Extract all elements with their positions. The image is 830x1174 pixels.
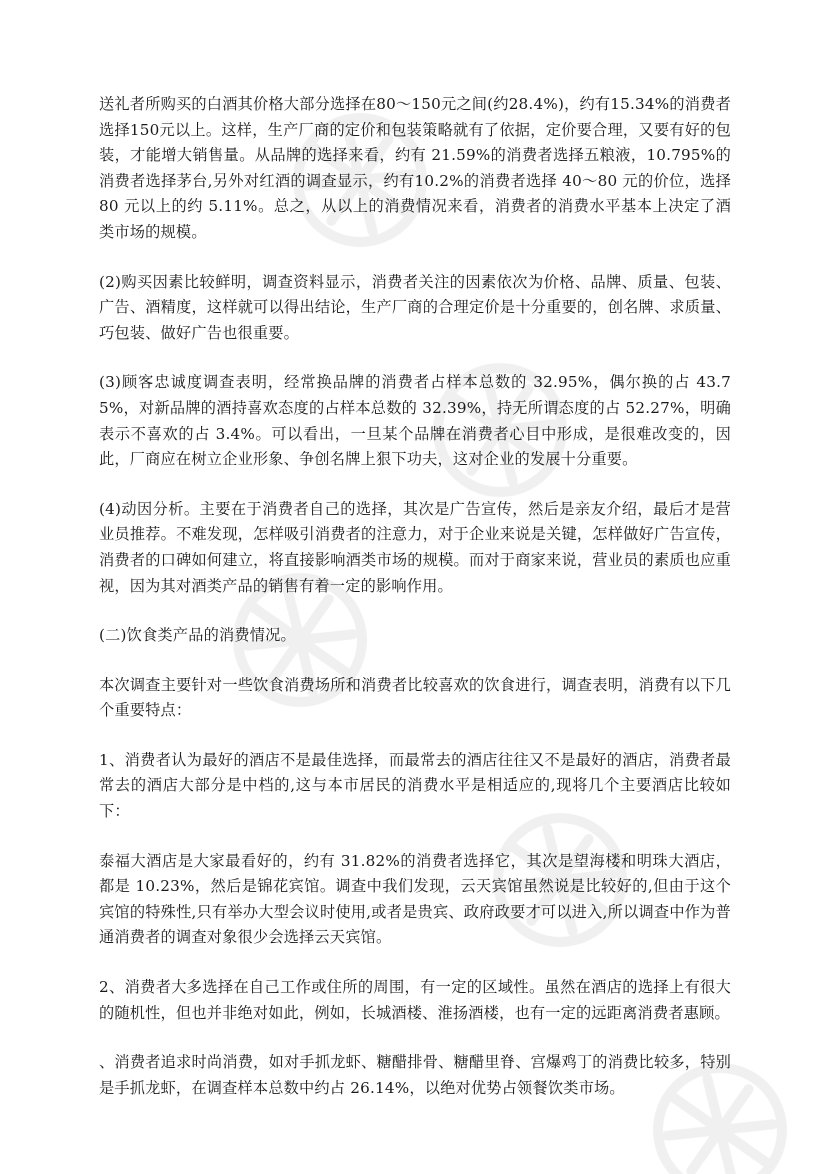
paragraph-point-2: 2、消费者大多选择在自己工作或住所的周围，有一定的区域性。虽然在酒店的选择上有很大的随机性，但也并非绝对如此，例如，长城酒楼、淮扬酒楼，也有一定的远距离消费者惠顾。 bbox=[99, 978, 731, 1022]
section-heading-food-consumption: (二)饮食类产品的消费情况。 bbox=[99, 626, 296, 645]
paragraph-customer-loyalty: (3)顾客忠诚度调查表明，经常换品牌的消费者占样本总数的 32.95%，偶尔换的占 43.75%，对新品牌的酒持喜欢态度的占样本总数的 32.39%，持无所谓态度的占 52.27%，明确表示不喜欢的占 3.4%。可以看出，一旦某个品牌在消费者心目中形成，是很难改变的，因此，厂商应在树立企业形象、争创名牌上狠下功夫，这对企业的发展十分重要。 bbox=[99, 373, 731, 469]
paragraph-survey-intro: 本次调查主要针对一些饮食消费场所和消费者比较喜欢的饮食进行，调查表明，消费有以下几个重要特点： bbox=[99, 675, 731, 720]
document-body bbox=[99, 92, 731, 1125]
paragraph-motive-analysis: (4)动因分析。主要在于消费者自己的选择，其次是广告宣传，然后是亲友介绍，最后才是营业员推荐。不难发现，怎样吸引消费者的注意力，对于企业来说是关键，怎样做好广告宣传，消费者的口碑如何建立，将直接影响酒类市场的规模。而对于商家来说，营业员的素质也应重视，因为其对酒类产品的销售有着一定的影响作用。 bbox=[99, 499, 731, 595]
paragraph-liquor-price: 送礼者所购买的白酒其价格大部分选择在80～150元之间(约28.4%)，约有15.34%的消费者选择150元以上。这样，生产厂商的定价和包装策略就有了依据，定价要合理，又要有好的包装，才能增大销售量。从品牌的选择来看，约有 21.59%的消费者选择五粮液，10.795%的消费者选择茅台,另外对红酒的调查显示，约有10.2%的消费者选择 40～80 元的价位，选择 80 元以上的约 5.11%。总之，从以上的消费情况来看，消费者的消费水平基本上决定了酒类市场的规模。 bbox=[99, 95, 731, 241]
paragraph-point-1: 1、消费者认为最好的酒店不是最佳选择，而最常去的酒店往往又不是最好的酒店，消费者最常去的酒店大部分是中档的,这与本市居民的消费水平是相适应的,现将几个主要酒店比较如下： bbox=[99, 750, 731, 821]
paragraph-purchase-factors: (2)购买因素比较鲜明，调查资料显示，消费者关注的因素依次为价格、品牌、质量、包装、广告、酒精度，这样就可以得出结论，生产厂商的合理定价是十分重要的，创名牌、求质量、巧包装、做好广告也很重要。 bbox=[99, 272, 731, 342]
paragraph-point-3: 、消费者追求时尚消费，如对手抓龙虾、糖醋排骨、糖醋里脊、宫爆鸡丁的消费比较多，特别是手抓龙虾，在调查样本总数中约占 26.14%，以绝对优势占领餐饮类市场。 bbox=[99, 1053, 731, 1097]
paragraph-hotel-comparison: 泰福大酒店是大家最看好的，约有 31.82%的消费者选择它，其次是望海楼和明珠大酒店，都是 10.23%，然后是锦花宾馆。调查中我们发现，云天宾馆虽然说是比较好的,但由于这个宾馆的特殊性,只有举办大型会议时使用,或者是贵宾、政府政要才可以进入,所以调查中作为普通消费者的调查对象很少会选择云天宾馆。 bbox=[99, 851, 731, 947]
